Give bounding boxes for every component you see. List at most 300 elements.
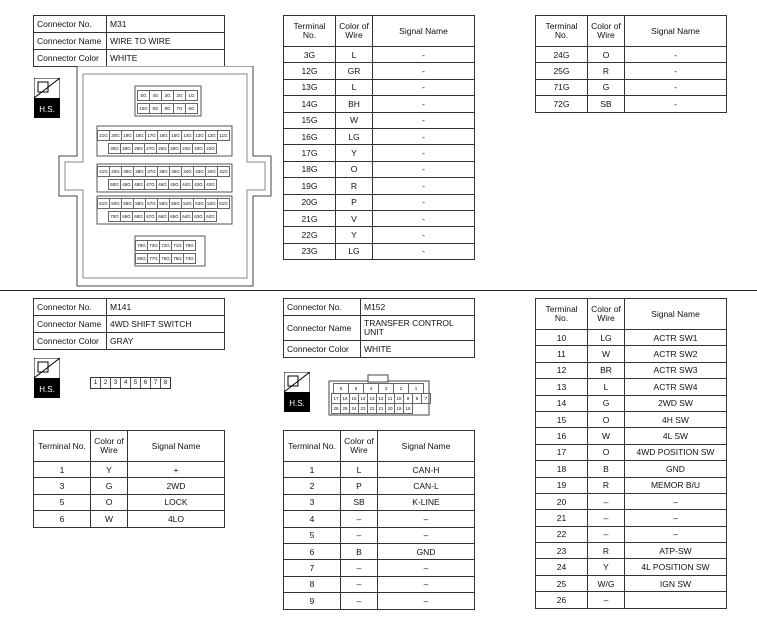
hs-label: H.S. (39, 385, 55, 394)
pin: 31G (217, 166, 230, 177)
table-row (34, 478, 225, 494)
value: 4WD SHIFT SWITCH (107, 316, 225, 333)
table-cell: 6 (284, 543, 341, 559)
table-row (284, 47, 475, 63)
table-cell: 3 (34, 478, 91, 494)
label: Connector Name (34, 33, 107, 50)
table-cell: - (373, 210, 475, 226)
pin: 20 (385, 403, 395, 414)
label: Connector No. (284, 299, 361, 316)
table-cell: LG (588, 330, 625, 346)
table-cell: 12G (284, 63, 336, 79)
table-cell: 24G (536, 47, 588, 63)
value: WHITE (361, 341, 475, 358)
table-row (284, 511, 475, 527)
table-cell: 3 (284, 494, 341, 510)
pin: 3G (161, 90, 174, 101)
pin: 66G (156, 211, 169, 222)
m31-pins-bot-a (135, 240, 195, 251)
table-cell: – (588, 510, 625, 526)
pin: 60G (109, 198, 122, 209)
table-cell: – (378, 527, 475, 543)
table-cell: 25 (536, 575, 588, 591)
table-cell: 13G (284, 79, 336, 95)
pin: 7 (421, 393, 431, 404)
pin: 13 (367, 393, 377, 404)
table-row (284, 543, 475, 559)
pin: 6G (185, 103, 198, 114)
table-cell: R (588, 477, 625, 493)
table-row (284, 63, 475, 79)
table-cell: 20G (284, 194, 336, 210)
table-cell: - (373, 194, 475, 210)
pin: 35G (169, 166, 182, 177)
pin: 4 (121, 378, 131, 388)
m152-terminal-table (283, 430, 475, 610)
col-header: Terminal No. (284, 16, 336, 47)
pin: 18G (133, 130, 146, 141)
table-cell: – (625, 493, 727, 509)
table-row (536, 47, 727, 63)
label: Connector Color (34, 333, 107, 350)
table-row (284, 478, 475, 494)
pin: 19 (394, 403, 404, 414)
table-cell: 21 (536, 510, 588, 526)
table-cell: 2WD SW (625, 395, 727, 411)
table-cell: - (373, 161, 475, 177)
pin: 49G (120, 179, 133, 190)
pin: 4 (363, 383, 379, 394)
table-row (284, 243, 475, 259)
table-cell: 15G (284, 112, 336, 128)
table-cell: SB (341, 494, 378, 510)
table-cell: 4H SW (625, 411, 727, 427)
pin: 8 (163, 380, 168, 386)
harness-side-icon (284, 372, 310, 412)
table-row (536, 411, 727, 427)
pin: 54G (181, 198, 194, 209)
pin: 5 (348, 383, 364, 394)
m31-terminal-table (283, 15, 475, 260)
table-row (284, 128, 475, 144)
pin: 73G (147, 240, 160, 251)
table-cell: 22G (284, 227, 336, 243)
col-header: Color of Wire (336, 16, 373, 47)
m31-pins-row3a (97, 198, 229, 209)
pin: 7G (173, 103, 186, 114)
pin: 2 (393, 383, 409, 394)
table-cell: - (373, 178, 475, 194)
table-row (536, 330, 727, 346)
table-cell: B (341, 543, 378, 559)
table-cell: - (625, 47, 727, 63)
pin: 7 (151, 378, 161, 388)
pin: 22G (204, 143, 217, 154)
label: Connector Color (284, 341, 361, 358)
table-cell: – (588, 493, 625, 509)
table-cell: O (91, 494, 128, 510)
pin: 64G (180, 211, 193, 222)
table-cell: L (588, 379, 625, 395)
pin: 33G (193, 166, 206, 177)
table-cell: G (588, 395, 625, 411)
pin: 79G (183, 240, 196, 251)
table-cell: 22 (536, 526, 588, 542)
hs-label: H.S. (289, 399, 305, 408)
harness-side-icon (34, 358, 60, 398)
table-cell: – (341, 593, 378, 609)
table-cell: – (625, 526, 727, 542)
table-cell: – (378, 576, 475, 592)
table-cell: 2 (284, 478, 341, 494)
table-cell: – (341, 576, 378, 592)
m31-info-table (33, 15, 225, 67)
table-cell: 19G (284, 178, 336, 194)
table-cell: 8 (284, 576, 341, 592)
table-cell: – (588, 592, 625, 608)
table-cell: Y (588, 559, 625, 575)
table-cell: O (588, 47, 625, 63)
table-cell: W (91, 511, 128, 527)
table-cell: GND (625, 461, 727, 477)
pin: 12G (205, 130, 218, 141)
pin: 17 (331, 393, 341, 404)
table-row (536, 461, 727, 477)
pin: 23G (192, 143, 205, 154)
pin: 75G (171, 253, 184, 264)
table-cell: 2WD (128, 478, 225, 494)
table-cell: 7 (284, 560, 341, 576)
table-row (284, 462, 475, 478)
pin: 16G (157, 130, 170, 141)
pin: 24G (180, 143, 193, 154)
table-row (536, 493, 727, 509)
col-header: Color of Wire (91, 431, 128, 462)
table-row (284, 178, 475, 194)
table-cell: – (341, 560, 378, 576)
pin: 48G (132, 179, 145, 190)
table-cell: CAN-L (378, 478, 475, 494)
table-row (536, 395, 727, 411)
pin: 72G (159, 240, 172, 251)
pin: 9 (403, 393, 413, 404)
m141-connector-diagram (90, 377, 171, 389)
table-cell: 4L POSITION SW (625, 559, 727, 575)
col-header: Color of Wire (588, 16, 625, 47)
table-row (536, 428, 727, 444)
pin: 59G (121, 198, 134, 209)
table-cell: LG (336, 128, 373, 144)
pin: 67G (144, 211, 157, 222)
label: Connector Name (34, 316, 107, 333)
table-cell: 72G (536, 96, 588, 112)
pin: 47G (144, 179, 157, 190)
table-cell: 1 (34, 462, 91, 478)
pin: 11 (385, 393, 395, 404)
table-cell: 1 (284, 462, 341, 478)
table-cell: + (128, 462, 225, 478)
m31-pins-row2a (97, 166, 229, 177)
pin: 58G (133, 198, 146, 209)
pin: 61G (97, 198, 110, 209)
m141-terminal-table (33, 430, 225, 528)
hs-label: H.S. (39, 105, 55, 114)
value: TRANSFER CONTROL UNIT (361, 316, 475, 341)
pin: 15 (349, 393, 359, 404)
pin: 29G (120, 143, 133, 154)
pin: 56G (157, 198, 170, 209)
pin: 14 (358, 393, 368, 404)
table-cell: 12 (536, 362, 588, 378)
table-cell: 18G (284, 161, 336, 177)
pin: 13G (193, 130, 206, 141)
pin: 15G (169, 130, 182, 141)
table-row (284, 194, 475, 210)
pin: 36G (157, 166, 170, 177)
table-cell: G (91, 478, 128, 494)
table-cell: 14G (284, 96, 336, 112)
pin: 32G (205, 166, 218, 177)
table-cell: BH (336, 96, 373, 112)
pin: 45G (168, 179, 181, 190)
table-cell: 16G (284, 128, 336, 144)
pin: 65G (168, 211, 181, 222)
table-cell: P (341, 478, 378, 494)
pin: 22 (367, 403, 377, 414)
pin: 71G (171, 240, 184, 251)
table-cell: 17 (536, 444, 588, 460)
table-cell: L (336, 79, 373, 95)
table-row (284, 161, 475, 177)
table-cell: 11 (536, 346, 588, 362)
m152-terminal-table-2 (535, 298, 727, 609)
pin: 21G (97, 130, 110, 141)
table-cell: B (588, 461, 625, 477)
m141-info-table (33, 298, 225, 350)
m31-terminal-table-2 (535, 15, 727, 113)
pin: 16 (340, 393, 350, 404)
label: Connector No. (34, 299, 107, 316)
table-cell: W (588, 346, 625, 362)
table-cell: - (373, 63, 475, 79)
pin: 34G (181, 166, 194, 177)
table-row (536, 444, 727, 460)
label: Connector No. (34, 16, 107, 33)
table-cell: 9 (284, 593, 341, 609)
table-cell: P (336, 194, 373, 210)
pin: 69G (120, 211, 133, 222)
table-cell: – (378, 593, 475, 609)
table-cell: Y (336, 145, 373, 161)
table-cell: ACTR SW3 (625, 362, 727, 378)
pin: 39G (121, 166, 134, 177)
table-cell: R (588, 543, 625, 559)
table-row (536, 559, 727, 575)
value: WHITE (107, 50, 225, 67)
table-cell: - (625, 63, 727, 79)
table-cell: 14 (536, 395, 588, 411)
table-cell: – (588, 526, 625, 542)
section-divider (0, 290, 757, 291)
pin: 74G (183, 253, 196, 264)
m152-info-table (283, 298, 475, 358)
table-cell: 5 (284, 527, 341, 543)
col-header: Signal Name (128, 431, 225, 462)
pin: 28G (132, 143, 145, 154)
table-cell: 6 (34, 511, 91, 527)
pin: 24 (349, 403, 359, 414)
table-cell: 5 (34, 494, 91, 510)
pin: 62G (204, 211, 217, 222)
table-cell: W (588, 428, 625, 444)
pin: 57G (145, 198, 158, 209)
table-cell: 23 (536, 543, 588, 559)
table-cell: 10 (536, 330, 588, 346)
pin: 25 (340, 403, 350, 414)
pin: 12 (376, 393, 386, 404)
table-cell: - (373, 243, 475, 259)
value: M31 (107, 16, 225, 33)
table-cell: V (336, 210, 373, 226)
value: GRAY (107, 333, 225, 350)
table-cell: LG (336, 243, 373, 259)
pin: 19G (121, 130, 134, 141)
table-cell: L (336, 47, 373, 63)
col-header: Terminal No. (284, 431, 341, 462)
col-header: Terminal No. (536, 16, 588, 47)
pin: 3 (378, 383, 394, 394)
table-cell: - (373, 96, 475, 112)
pin: 14G (181, 130, 194, 141)
table-cell (625, 592, 727, 608)
pin: 26 (331, 403, 341, 414)
pin: 26G (156, 143, 169, 154)
table-cell: – (378, 511, 475, 527)
table-cell: W/G (588, 575, 625, 591)
pin: 30G (108, 143, 121, 154)
table-cell: – (341, 527, 378, 543)
pin: 6 (333, 383, 349, 394)
m31-pins-row1a (97, 130, 229, 141)
table-cell: O (336, 161, 373, 177)
table-cell: SB (588, 96, 625, 112)
table-cell: 20 (536, 493, 588, 509)
pin: 70G (108, 211, 121, 222)
table-cell: 16 (536, 428, 588, 444)
m31-pins-row1b (108, 143, 216, 154)
table-row (284, 227, 475, 243)
table-cell: - (373, 47, 475, 63)
pin: 76G (159, 253, 172, 264)
pin: 4G (149, 90, 162, 101)
table-cell: G (588, 79, 625, 95)
pin: 55G (169, 198, 182, 209)
pin: 21 (376, 403, 386, 414)
m152-pins-bot (331, 403, 412, 414)
col-header: Signal Name (373, 16, 475, 47)
table-row (284, 593, 475, 609)
table-row (536, 575, 727, 591)
pin: 20G (109, 130, 122, 141)
table-cell: L (341, 462, 378, 478)
pin: 18 (403, 403, 413, 414)
table-cell: 4 (284, 511, 341, 527)
pin: 40G (109, 166, 122, 177)
table-cell: 25G (536, 63, 588, 79)
table-row (284, 494, 475, 510)
pin: 51G (217, 198, 230, 209)
table-cell: 26 (536, 592, 588, 608)
pin: 23 (358, 403, 368, 414)
pin: 2 (101, 378, 111, 388)
table-row (536, 592, 727, 608)
col-header: Signal Name (625, 16, 727, 47)
table-cell: - (625, 79, 727, 95)
pin: 1G (185, 90, 198, 101)
value: WIRE TO WIRE (107, 33, 225, 50)
value: M141 (107, 299, 225, 316)
table-cell: 19 (536, 477, 588, 493)
pin: 63G (192, 211, 205, 222)
pin: 5G (137, 90, 150, 101)
table-cell: ACTR SW2 (625, 346, 727, 362)
table-cell: 71G (536, 79, 588, 95)
pin: 17G (145, 130, 158, 141)
pin: 80G (135, 253, 148, 264)
pin: 53G (193, 198, 206, 209)
pin: 42G (204, 179, 217, 190)
col-header: Color of Wire (341, 431, 378, 462)
pin: 1 (408, 383, 424, 394)
table-row (34, 462, 225, 478)
table-cell: Y (91, 462, 128, 478)
table-cell: O (588, 444, 625, 460)
table-cell: W (336, 112, 373, 128)
value: M152 (361, 299, 475, 316)
table-cell: 4L SW (625, 428, 727, 444)
pin: 43G (192, 179, 205, 190)
table-cell: 17G (284, 145, 336, 161)
table-row (536, 477, 727, 493)
table-cell: – (341, 511, 378, 527)
table-cell: MEMOR B/U (625, 477, 727, 493)
table-cell: 23G (284, 243, 336, 259)
table-cell: 15 (536, 411, 588, 427)
table-cell: - (373, 128, 475, 144)
table-cell: - (373, 112, 475, 128)
pin: 44G (180, 179, 193, 190)
pin: 46G (156, 179, 169, 190)
table-row (284, 145, 475, 161)
table-row (536, 379, 727, 395)
table-cell: - (373, 79, 475, 95)
pin: 5 (131, 378, 141, 388)
pin: 8 (412, 393, 422, 404)
table-cell: LOCK (128, 494, 225, 510)
table-row (536, 510, 727, 526)
m31-pins-bot-b (135, 253, 195, 264)
table-cell: 3G (284, 47, 336, 63)
table-row (284, 560, 475, 576)
table-cell: - (373, 227, 475, 243)
table-cell: CAN-H (378, 462, 475, 478)
m31-pins-top-a (137, 90, 197, 101)
table-row (536, 543, 727, 559)
pin: 3 (111, 378, 121, 388)
table-cell: – (625, 510, 727, 526)
m31-pins-row3b (108, 211, 216, 222)
table-row (284, 96, 475, 112)
